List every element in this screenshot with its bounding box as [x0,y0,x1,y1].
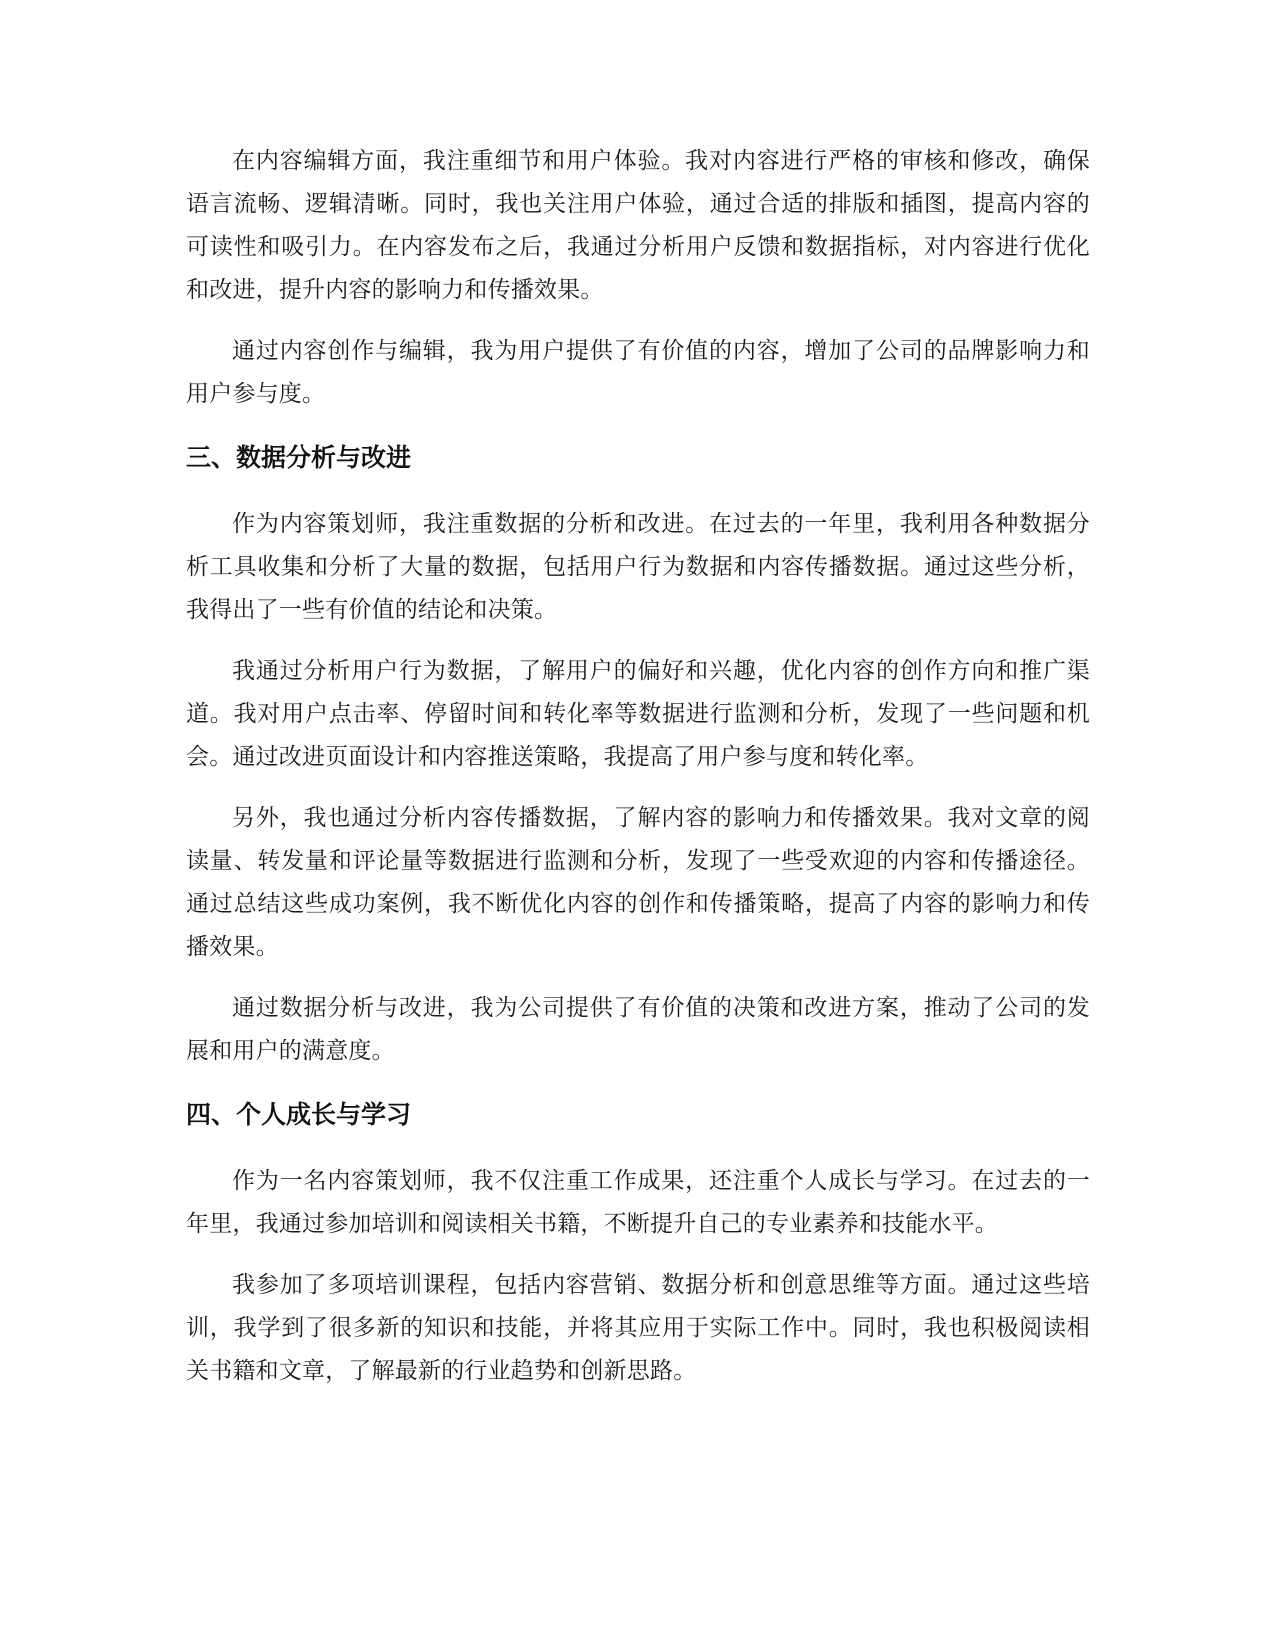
paragraph: 在内容编辑方面，我注重细节和用户体验。我对内容进行严格的审核和修改，确保语言流畅、逻辑清晰。同时，我也关注用户体验，通过合适的排版和插图，提高内容的可读性和吸引力。在内容发布之后，我通过分析用户反馈和数据指标，对内容进行优化和改进，提升内容的影响力和传播效果。 [186,148,1090,303]
paragraph: 我通过分析用户行为数据，了解用户的偏好和兴趣，优化内容的创作方向和推广渠道。我对用户点击率、停留时间和转化率等数据进行监测和分析，发现了一些问题和机会。通过改进页面设计和内容推送策略，我提高了用户参与度和转化率。 [186,658,1090,770]
paragraph: 我参加了多项培训课程，包括内容营销、数据分析和创意思维等方面。通过这些培训，我学到了很多新的知识和技能，并将其应用于实际工作中。同时，我也积极阅读相关书籍和文章，了解最新的行业趋势和创新思路。 [186,1272,1090,1384]
paragraph: 作为内容策划师，我注重数据的分析和改进。在过去的一年里，我利用各种数据分析工具收集和分析了大量的数据，包括用户行为数据和内容传播数据。通过这些分析，我得出了一些有价值的结论和决策。 [186,511,1090,623]
paragraph: 另外，我也通过分析内容传播数据，了解内容的影响力和传播效果。我对文章的阅读量、转发量和评论量等数据进行监测和分析，发现了一些受欢迎的内容和传播途径。通过总结这些成功案例，我不断优化内容的创作和传播策略，提高了内容的影响力和传播效果。 [186,805,1090,960]
paragraph: 通过数据分析与改进，我为公司提供了有价值的决策和改进方案，推动了公司的发展和用户的满意度。 [186,995,1090,1064]
paragraph: 通过内容创作与编辑，我为用户提供了有价值的内容，增加了公司的品牌影响力和用户参与度。 [186,338,1090,407]
document-page [186,140,1090,1393]
section-heading: 四、个人成长与学习 [186,1100,412,1129]
section-heading: 三、数据分析与改进 [186,443,412,472]
paragraph: 作为一名内容策划师，我不仅注重工作成果，还注重个人成长与学习。在过去的一年里，我通过参加培训和阅读相关书籍，不断提升自己的专业素养和技能水平。 [186,1168,1090,1237]
